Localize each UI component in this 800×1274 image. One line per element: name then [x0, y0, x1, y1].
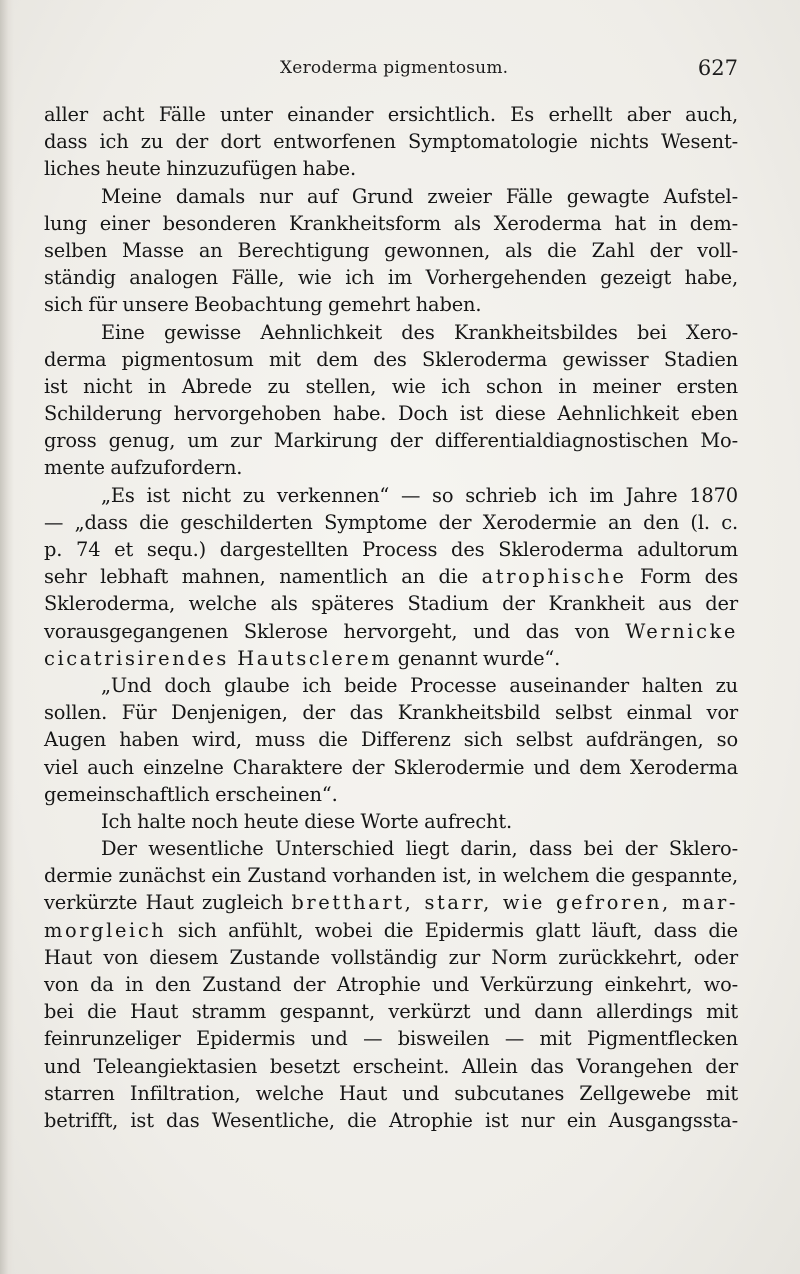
text-line: betrifft, ist das Wesentliche, die Atrophie ist nur ein Ausgangssta-: [44, 1108, 738, 1132]
page-binding-shadow: [0, 0, 14, 1274]
spaced-emphasis: cicatrisirendes Hautsclerem: [44, 646, 393, 670]
text-line: viel auch einzelne Charaktere der Sklerodermie und dem Xeroderma: [44, 755, 738, 779]
spaced-emphasis: atrophische: [481, 565, 627, 589]
text-run: sehr lebhaft mahnen, namentlich an die: [44, 565, 482, 589]
page-number: 627: [697, 56, 738, 80]
text-line: von da in den Zustand der Atrophie und Verkürzung einkehrt, wo-: [44, 973, 738, 996]
text-line: Der wesentliche Unterschied liegt darin, dass bei der Sklero-: [101, 837, 738, 861]
text-line: [44, 618, 738, 645]
text-line: Ich halte noch heute diese Worte aufrecht.: [101, 809, 513, 833]
text-line: und Teleangiektasien besetzt erscheint. Allein das Vorangehen der: [44, 1054, 738, 1078]
text-line: sich für unsere Beobachtung gemehrt haben.: [44, 293, 482, 317]
text-run: Form des: [626, 565, 738, 589]
text-line: p. 74 et sequ.) dargestellten Process des Skleroderma adultorum: [44, 538, 738, 561]
text-line: Skleroderma, welche als späteres Stadium der Krankheit aus der: [44, 592, 738, 616]
text-run: sich anfühlt, wobei die Epidermis glatt läuft, dass die: [166, 918, 738, 942]
text-line: „Und doch glaube ich beide Processe auseinander halten zu: [101, 673, 738, 697]
text-line: Augen haben wird, muss die Differenz sich selbst aufdrängen, so: [44, 728, 738, 752]
text-line: starren Infiltration, welche Haut und subcutanes Zellgewebe mit: [44, 1081, 738, 1105]
text-line: feinrunzeliger Epidermis und — bisweilen — mit Pigmentflecken: [44, 1027, 738, 1051]
text-run: verkürzte Haut zugleich: [44, 891, 292, 915]
text-line: Eine gewisse Aehnlichkeit des Krankheitsbildes bei Xero-: [101, 320, 738, 344]
text-line: Schilderung hervorgehoben habe. Doch ist diese Aehnlichkeit eben: [44, 402, 738, 426]
text-run: genannt wurde“.: [392, 646, 561, 670]
text-line: derma pigmentosum mit dem des Skleroderma gewisser Stadien: [44, 347, 738, 371]
text-line: selben Masse an Berechtigung gewonnen, als die Zahl der voll-: [44, 238, 738, 262]
text-line: bei die Haut stramm gespannt, verkürzt und dann allerdings mit: [44, 1000, 738, 1024]
spaced-emphasis: morgleich: [44, 918, 167, 942]
text-line: ist nicht in Abrede zu stellen, wie ich schon in meiner ersten: [44, 374, 738, 398]
text-line: — „dass die geschilderten Symptome der Xerodermie an den (l. c.: [44, 510, 738, 534]
text-line: mente aufzufordern.: [44, 456, 243, 480]
text-line: ständig analogen Fälle, wie ich im Vorhergehenden gezeigt habe,: [44, 266, 738, 290]
text-line: liches heute hinzuzufügen habe.: [44, 157, 356, 181]
text-line: „Es ist nicht zu verkennen“ — so schrieb ich im Jahre 1870: [101, 483, 738, 507]
text-run: vorausgegangenen Sklerose hervorgeht, und das von: [44, 619, 626, 643]
text-line: [44, 645, 738, 672]
text-line: [44, 889, 738, 916]
text-line: Meine damals nur auf Grund zweier Fälle gewagte Aufstel-: [101, 184, 738, 208]
text-line: aller acht Fälle unter einander ersichtlich. Es erhellt aber auch,: [44, 103, 738, 126]
text-line: lung einer besonderen Krankheitsform als Xeroderma hat in dem-: [44, 211, 738, 235]
text-line: [44, 563, 738, 590]
spaced-emphasis: bretthart, starr, wie gefroren, mar-: [291, 891, 738, 915]
text-line: gross genug, um zur Markirung der differentialdiagnostischen Mo-: [44, 429, 738, 453]
text-line: dermie zunächst ein Zustand vorhanden ist, in welchem die gespannte,: [44, 864, 738, 888]
text-line: Haut von diesem Zustande vollständig zur Norm zurückkehrt, oder: [44, 945, 738, 969]
running-title: Xeroderma pigmentosum.: [280, 58, 509, 78]
text-line: gemeinschaftlich erscheinen“.: [44, 782, 338, 806]
body-text: [44, 101, 738, 1134]
spaced-emphasis: Wernicke: [625, 619, 738, 643]
text-line: dass ich zu der dort entworfenen Symptomatologie nichts Wesent-: [44, 130, 738, 154]
text-line: sollen. Für Denjenigen, der das Krankheitsbild selbst einmal vor: [44, 701, 738, 725]
text-line: [44, 917, 738, 944]
running-header: [44, 58, 738, 84]
